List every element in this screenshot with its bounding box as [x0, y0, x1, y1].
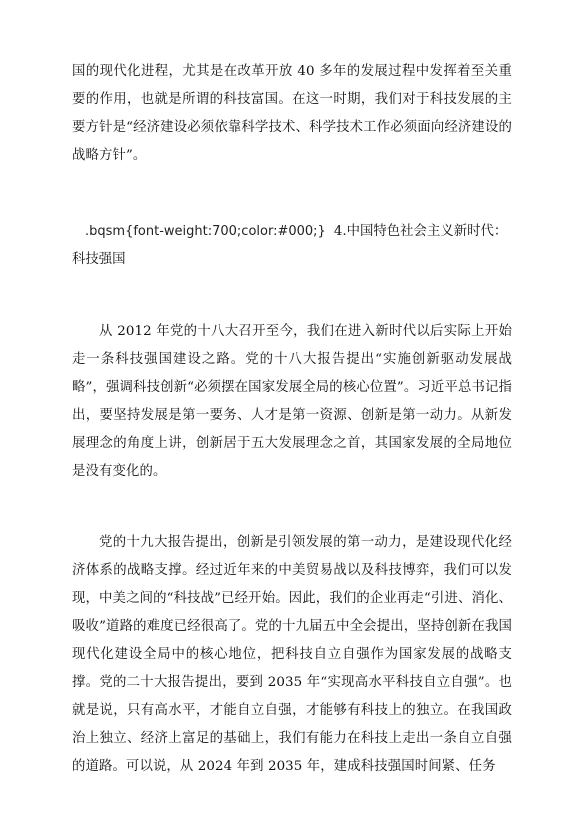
leaked-css-text: .bqsm{font-weight:700;color:#000;}	[85, 224, 326, 239]
section-heading	[72, 218, 512, 274]
paragraph-tech-enrich-nation: 国的现代化进程，尤其是在改革开放 40 多年的发展过程中发挥着至关重要的作用，也就是所谓的科技富国。在这一时期，我们对于科技发展的主要方针是“经济建设必须依靠科学技术、科学技术工作必须面向经济建设的战略方针”。	[72, 64, 512, 163]
spacer	[72, 274, 512, 318]
spacer	[72, 486, 512, 529]
document-page	[72, 58, 512, 781]
paragraph-innovation-driven: 党的十九大报告提出，创新是引领发展的第一动力，是建设现代化经济体系的战略支撑。经过近年来的中美贸易战以及科技博弈，我们可以发现，中美之间的“科技战”已经开始。因此，我们的企业再走“引进、消化、吸收”道路的难度已经很高了。党的十九届五中全会提出，坚持创新在我国现代化建设全局中的核心地位，把科技自立自强作为国家发展的战略支撑。党的二十大报告提出，要到 2035 年“实现高水平科技自立自强”。也就是说，只有高水平，才能自立自强，才能够有科技上的独立。在我国政治上独立、经济上富足的基础上，我们有能力在科技上走出一条自立自强的道路。可以说，从 2024 年到 2035 年，建成科技强国时间紧、任务	[72, 535, 512, 774]
section-heading-text: 4.中国特色社会主义新时代：科技强国	[72, 224, 508, 267]
spacer	[72, 170, 512, 218]
paragraph-new-era: 从 2012 年党的十八大召开至今，我们在进入新时代以后实际上开始走一条科技强国建设之路。党的十八大报告提出“实施创新驱动发展战略”，强调科技创新“必须摆在国家发展全局的核心位置”。习近平总书记指出，要坚持发展是第一要务、人才是第一资源、创新是第一动力。从新发展理念的角度上讲，创新居于五大发展理念之首，其国家发展的全局地位是没有变化的。	[72, 324, 512, 479]
